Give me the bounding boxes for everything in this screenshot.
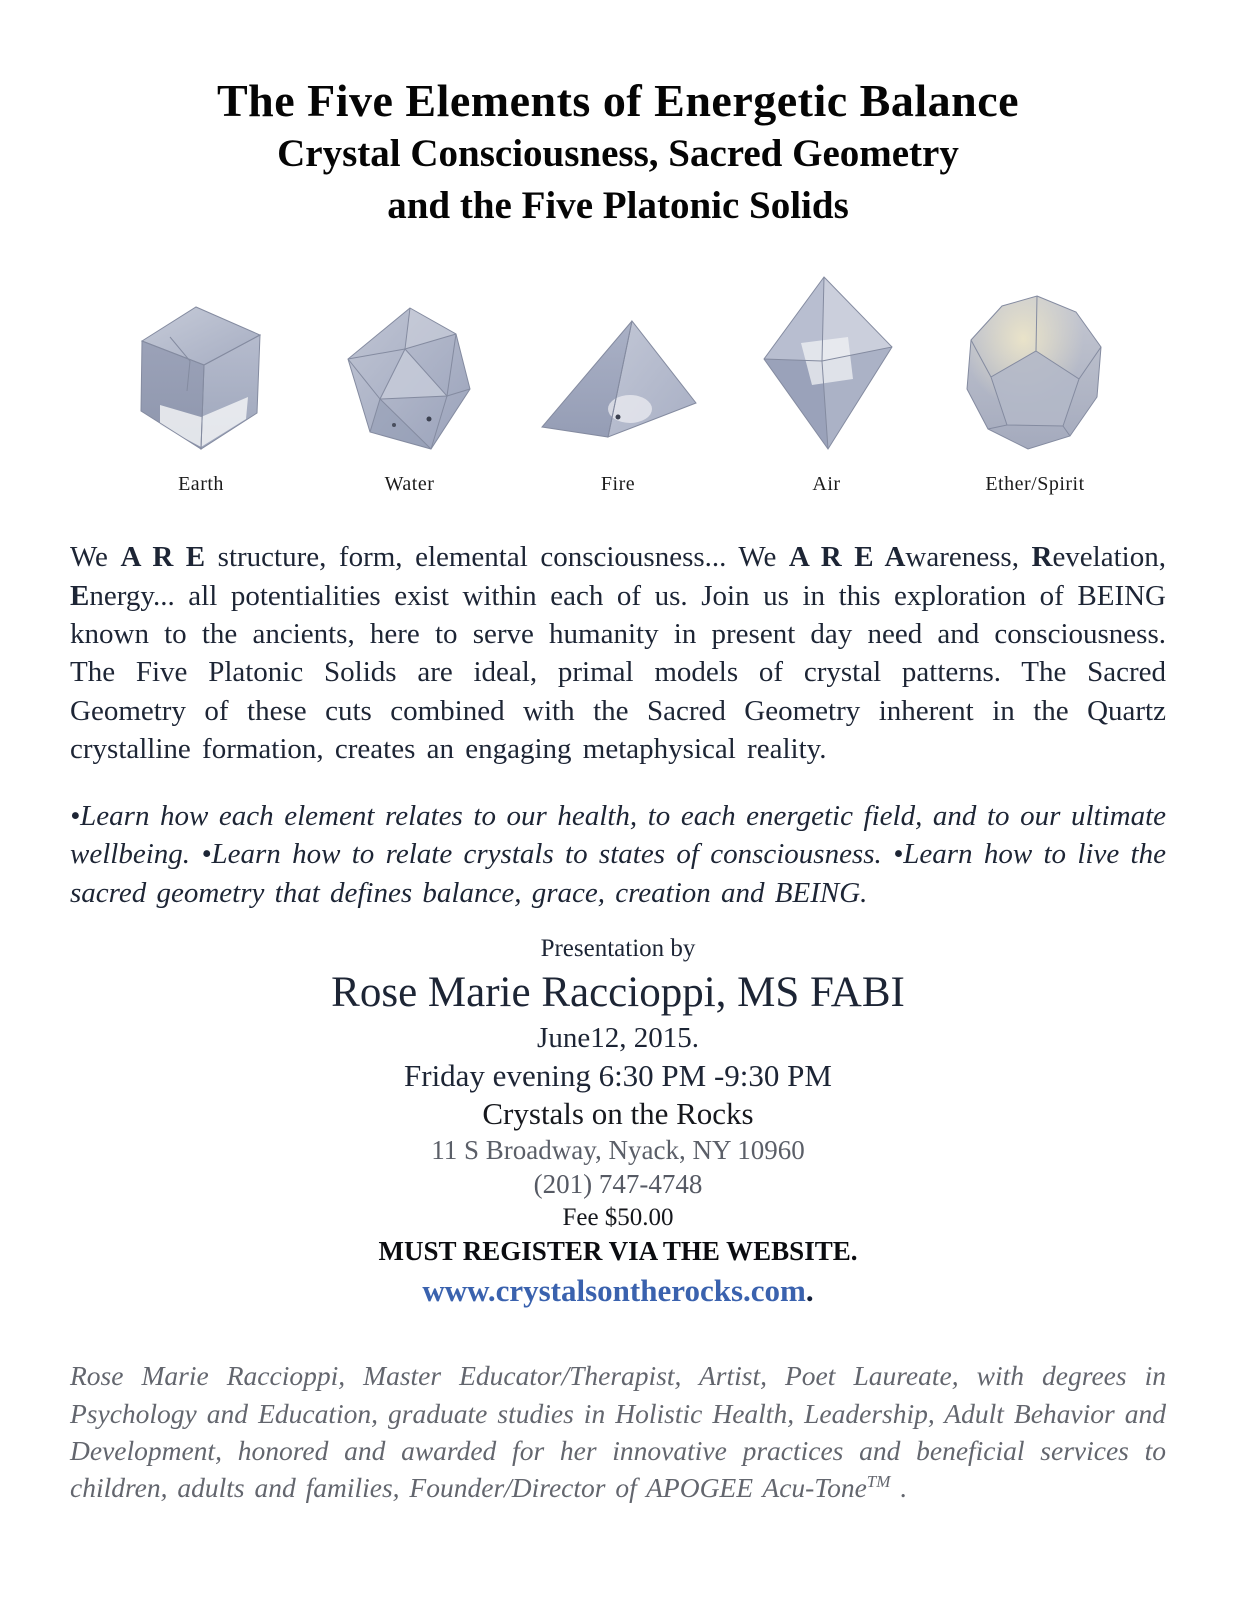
bio-text: Rose Marie Raccioppi, Master Educator/Therapist, Artist, Poet Laureate, with degrees in Psychology and Education, graduate studies in Holistic Health, Leadership, Adult Behavior and Development, honored and awarded for her innovative practices and beneficial services to children, adults and families, Founder/Director of APOGEE Acu-Tone [70,1360,1166,1503]
earth-label: Earth [178,473,224,496]
octahedron-graphic [756,271,898,455]
fire-tetrahedron-image [532,265,704,455]
website-line [70,1270,1166,1312]
air-label: Air [812,473,841,496]
tetrahedron-graphic [532,313,704,455]
air-octahedron-image [756,265,898,455]
dodecahedron-graphic [959,291,1111,455]
element-air [732,265,922,496]
water-icosahedron-image [334,265,486,455]
learning-points-paragraph: •Learn how each element relates to our health, to each energetic field, and to our ultimate wellbeing. •Learn how to relate crystals to states of consciousness. •Learn how to live the sacred geometry that defines balance, grace, creation and BEING. [70,799,1166,909]
element-earth [106,265,296,496]
element-fire [523,265,713,496]
platonic-solids-row [70,265,1166,496]
cube-graphic [130,295,272,455]
earth-cube-image [130,265,272,455]
page-title: The Five Elements of Energetic Balance [216,75,1020,126]
element-ether-spirit [940,265,1130,496]
website-period: . [805,1272,814,1308]
page-subtitle-line1: Crystal Consciousness, Sacred Geometry [277,132,959,176]
page-subtitle-line2: and the Five Platonic Solids [387,183,849,227]
bio-text-end: . [890,1471,908,1503]
event-details-block [70,932,1166,1311]
title-block [70,74,1166,231]
venue-phone: (201) 747-4748 [533,1169,703,1200]
event-time: Friday evening 6:30 PM -9:30 PM [404,1058,832,1094]
website-link[interactable]: www.crystalsontherocks.com [422,1272,806,1308]
presenter-bio-paragraph [70,1357,1166,1506]
water-label: Water [384,473,435,496]
presentation-by-label: Presentation by [540,935,696,962]
trademark-symbol: TM [866,1471,891,1491]
fire-label: Fire [600,473,636,496]
event-date: June12, 2015. [537,1021,699,1054]
fee-label: Fee $50.00 [562,1204,674,1232]
venue-address: 11 S Broadway, Nyack, NY 10960 [431,1134,805,1165]
element-water [315,265,505,496]
register-notice: MUST REGISTER VIA THE WEBSITE. [378,1236,858,1267]
presenter-name: Rose Marie Raccioppi, MS FABI [331,968,905,1016]
intro-paragraph: We A R E structure, form, elemental consciousness... We A R E Awareness, Revelation, Energy... all potentialities exist within each of us. Join us in this exploration of BEING known to the ancients, here to serve humanity in present day need and consciousness. The Five Platonic Solids are ideal, primal models of crystal patterns. The Sacred Geometry of these cuts combined with the Sacred Geometry inherent in the Quartz crystalline formation, creates an engaging metaphysical reality. [70,541,1166,766]
venue-name: Crystals on the Rocks [482,1096,754,1131]
ether-dodecahedron-image [959,265,1111,455]
ether-spirit-label: Ether/Spirit [985,473,1085,496]
icosahedron-graphic [334,303,486,455]
